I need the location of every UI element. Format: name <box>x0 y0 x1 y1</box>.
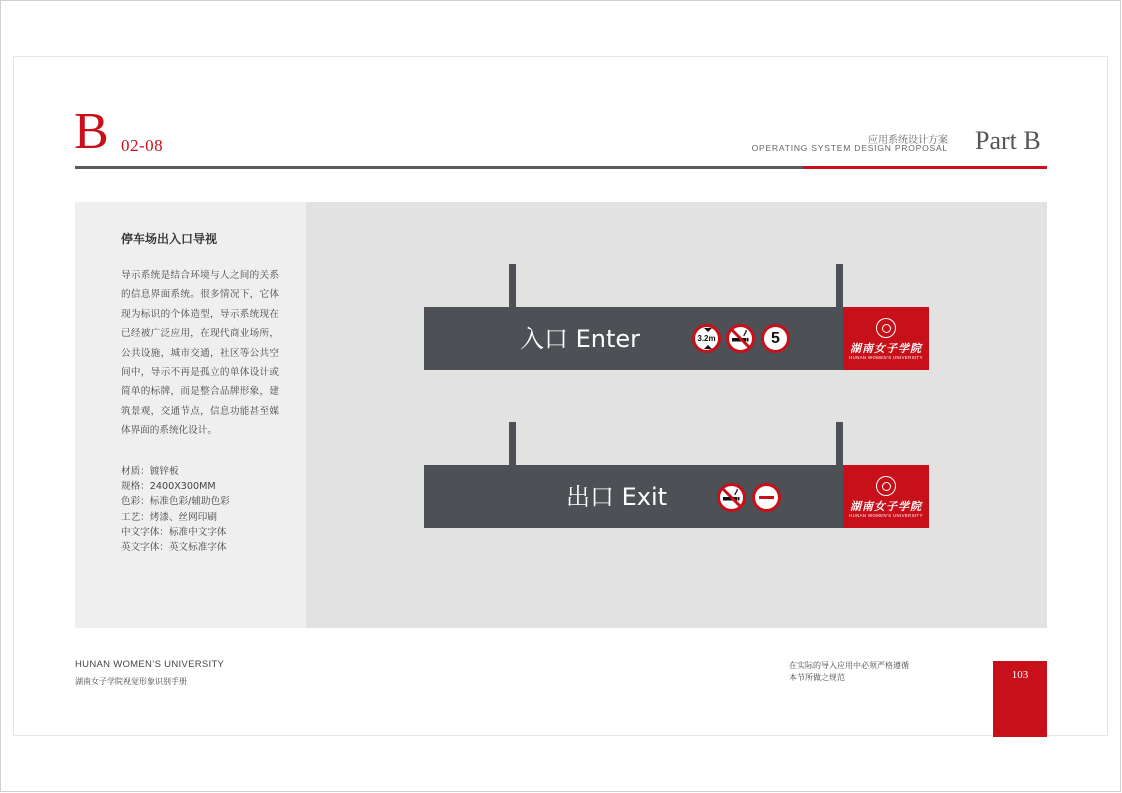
spec-process: 工艺：烤漆、丝网印刷 <box>121 511 217 523</box>
entrance-sign-pole-left <box>509 264 516 308</box>
entrance-sign-label: 入口 Enter <box>520 325 641 353</box>
description-title: 停车场出入口导视 <box>121 232 218 246</box>
no-smoking-icon <box>726 324 755 353</box>
no-smoking-icon <box>717 483 746 512</box>
height-limit-value: 3.2m <box>697 334 716 343</box>
spec-en-font: 英文字体：英文标准字体 <box>121 542 227 554</box>
description-body: 导示系统是结合环境与人之间的关系的信息界面系统。很多情况下，它体现为标识的个体造型，导示系统现在已经被广泛应用，在现代商业场所，公共设施，城市交通，社区等公共空间中，导示不再是孤立的单体设计或简单的标牌，而是整合品牌形象，建筑景观，交通节点，信息功能甚至媒体界面的系统化设计。 <box>121 270 279 437</box>
speed-limit-icon <box>761 324 790 353</box>
header-title-cn: 应用系统设计方案 <box>868 135 948 146</box>
footer-note-line2: 本节所做之规范 <box>789 673 845 682</box>
spec-cn-font: 中文字体：标准中文字体 <box>121 526 227 538</box>
footer-note-line1: 在实际的导入应用中必须严格遵循 <box>789 661 909 670</box>
footer-manual-cn: 湖南女子学院视觉形象识别手册 <box>75 677 187 686</box>
spec-material: 材质：镀锌板 <box>121 466 179 477</box>
exit-sign-label: 出口 Exit <box>566 483 668 511</box>
spec-color: 色彩：标准色彩/辅助色彩 <box>121 496 230 508</box>
section-letter: B <box>74 103 109 160</box>
part-label: Part B <box>975 126 1041 155</box>
entrance-sign-pole-right <box>836 264 843 308</box>
exit-sign-pole-left <box>509 422 516 466</box>
spec-size: 规格：2400X300MM <box>121 481 216 493</box>
speed-limit-value: 5 <box>771 329 780 347</box>
emblem-icon <box>876 476 896 496</box>
spec-list <box>121 464 230 555</box>
footer-university-en: HUNAN WOMEN’S UNIVERSITY <box>75 659 225 670</box>
university-logo-exit <box>843 465 929 528</box>
emblem-icon <box>876 318 896 338</box>
section-number: 02-08 <box>121 136 164 155</box>
no-entry-icon <box>752 483 781 512</box>
header-title-en: OPERATING SYSTEM DESIGN PROPOSAL <box>751 143 948 153</box>
page-number: 103 <box>1011 669 1029 681</box>
logo-name-cn: 湖南女子学院 <box>850 500 922 513</box>
footer-note <box>789 660 909 684</box>
exit-sign-pole-right <box>836 422 843 466</box>
logo-name-cn: 湖南女子学院 <box>850 342 922 355</box>
logo-name-en: HUNAN WOMEN'S UNIVERSITY <box>849 355 923 360</box>
height-limit-icon <box>692 324 721 353</box>
illustration-panel <box>306 202 1047 628</box>
logo-name-en: HUNAN WOMEN'S UNIVERSITY <box>849 513 923 518</box>
page-number-box <box>993 661 1047 737</box>
university-logo-entrance <box>843 307 929 370</box>
header-rule-accent <box>803 166 1047 169</box>
